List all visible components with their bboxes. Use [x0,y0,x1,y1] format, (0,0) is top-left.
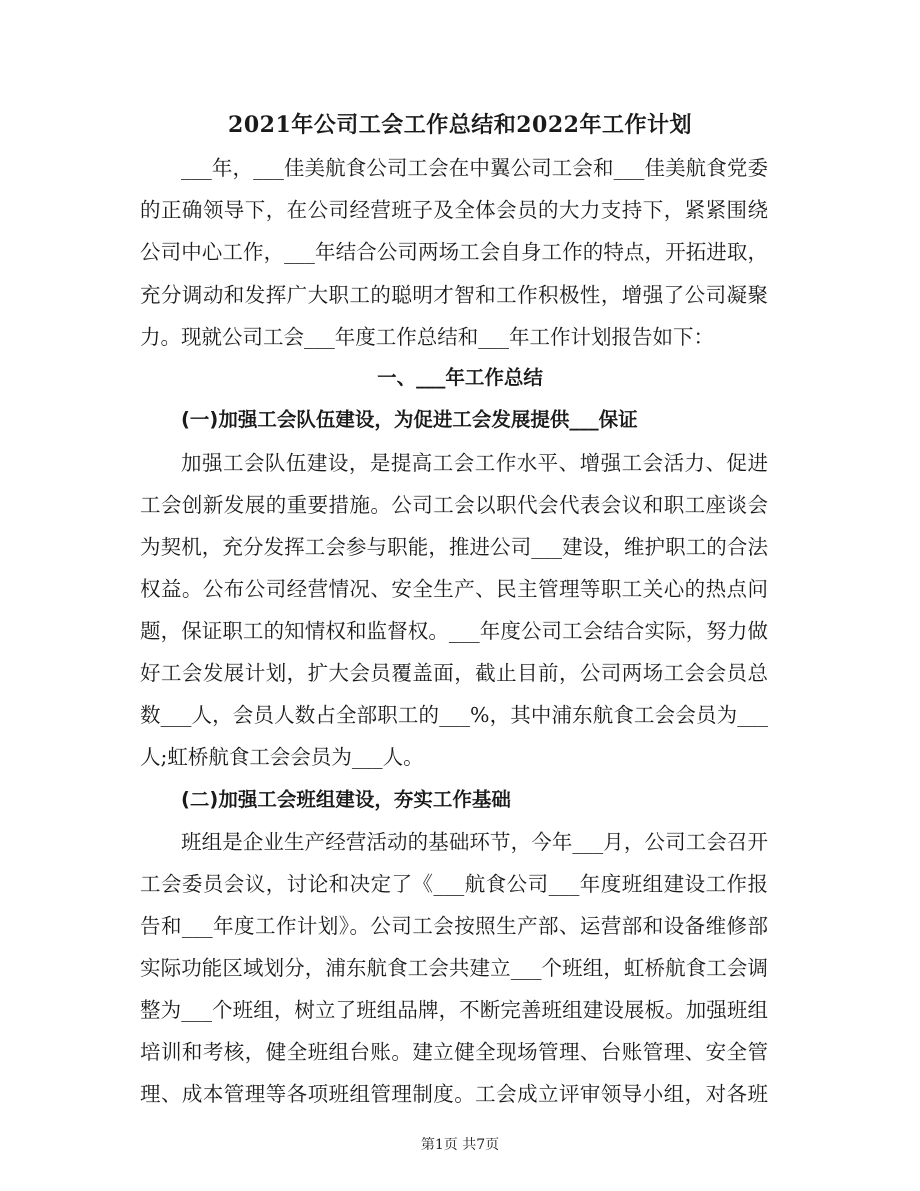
subsection-heading: (二)加强工会班组建设，夯实工作基础 [181,788,511,811]
paragraph-line: ___年，___佳美航食公司工会在中翼公司工会和___佳美航食党委 [181,156,768,180]
page-number: 第1页 共7页 [420,1137,500,1153]
paragraph-line: 为契机，充分发挥工会参与职能，推进公司___建设，维护职工的合法 [140,535,768,559]
subsection-heading: (一)加强工会队伍建设，为促进工会发展提供___保证 [181,408,638,431]
paragraph-line: 实际功能区域划分，浦东航食工会共建立___个班组，虹桥航食工会调 [140,956,768,980]
paragraph-line: 工会创新发展的重要措施。公司工会以职代会代表会议和职工座谈会 [140,493,768,517]
paragraph-line: 好工会发展计划，扩大会员覆盖面，截止目前，公司两场工会会员总 [140,661,768,685]
paragraph-line: 力。现就公司工会___年度工作总结和___年工作计划报告如下： [140,325,714,349]
paragraph-line: 数___人，会员人数占全部职工的___%，其中浦东航食工会会员为___ [140,703,768,727]
paragraph-line: 人;虹桥航食工会会员为___人。 [140,745,424,769]
paragraph-line: 题，保证职工的知情权和监督权。___年度公司工会结合实际，努力做 [140,619,768,643]
paragraph-line: 告和___年度工作计划》。公司工会按照生产部、运营部和设备维修部 [140,914,768,938]
paragraph-line: 培训和考核，健全班组台账。建立健全现场管理、台账管理、安全管 [140,1040,768,1064]
paragraph-line: 充分调动和发挥广大职工的聪明才智和工作积极性，增强了公司凝聚 [140,283,768,307]
paragraph-line: 整为___个班组，树立了班组品牌，不断完善班组建设展板。加强班组 [140,998,768,1022]
paragraph-line: 班组是企业生产经营活动的基础环节，今年___月，公司工会召开 [181,830,768,854]
paragraph-line: 权益。公布公司经营情况、安全生产、民主管理等职工关心的热点问 [140,577,768,601]
document-title: 2021年公司工会工作总结和2022年工作计划 [228,112,692,138]
paragraph-line: 公司中心工作，___年结合公司两场工会自身工作的特点，开拓进取， [140,240,768,264]
paragraph-line: 的正确领导下，在公司经营班子及全体会员的大力支持下，紧紧围绕 [140,198,768,222]
paragraph-line: 加强工会队伍建设，是提高工会工作水平、增强工会活力、促进 [181,451,768,475]
section-heading: 一、___年工作总结 [377,366,543,389]
paragraph-line: 工会委员会议，讨论和决定了《___航食公司___年度班组建设工作报 [140,872,768,896]
paragraph-line: 理、成本管理等各项班组管理制度。工会成立评审领导小组，对各班 [140,1082,768,1106]
